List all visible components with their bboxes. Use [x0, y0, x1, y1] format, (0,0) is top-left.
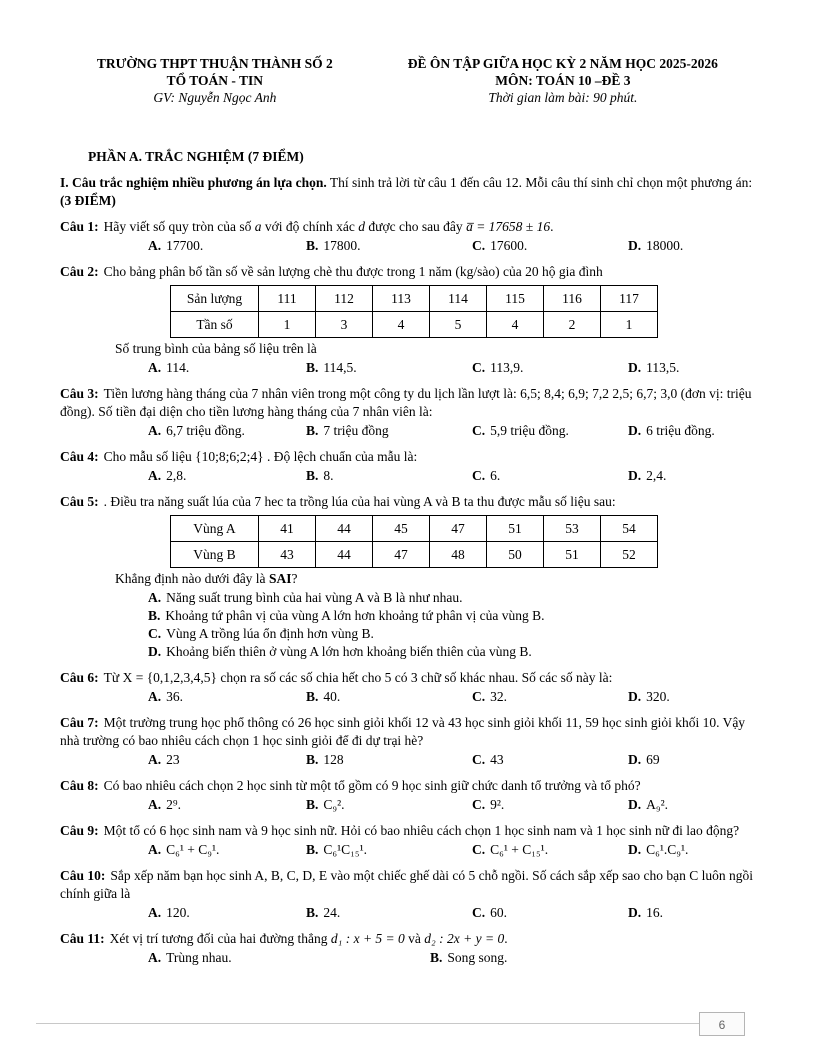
option-label: D. — [628, 842, 642, 857]
table-row — [171, 516, 658, 542]
option-text: 24. — [323, 905, 341, 920]
option-D — [60, 643, 756, 661]
text-segment: Cho bảng phân bố tần số về sản lượng chè thu được trong 1 năm (kg/sào) của 20 hộ gia đình — [103, 264, 603, 279]
option-text: 40. — [323, 689, 341, 704]
option-A — [148, 237, 306, 255]
option-C — [472, 904, 628, 922]
text-segment: được cho sau đây — [365, 219, 467, 234]
value-cell: 117 — [601, 286, 658, 312]
option-A — [148, 422, 306, 440]
value-cell: 2 — [544, 312, 601, 338]
option-A — [148, 751, 306, 769]
option-label: C. — [472, 468, 486, 483]
value-cell: 48 — [430, 542, 487, 568]
value-cell: 116 — [544, 286, 601, 312]
option-label: D. — [148, 644, 162, 659]
text-segment: ? — [291, 571, 298, 586]
value-cell: 115 — [487, 286, 544, 312]
exam-duration: Thời gian làm bài: 90 phút. — [488, 90, 638, 105]
mcq-instructions-body: Thí sinh trả lời từ câu 1 đến câu 12. Mỗi câu thí sinh chỉ chọn một phương án: — [326, 175, 753, 190]
option-label: D. — [628, 689, 642, 704]
data-table — [170, 515, 658, 568]
option-text: 17700. — [166, 238, 204, 253]
option-label: B. — [306, 468, 319, 483]
option-text: 9². — [490, 797, 505, 812]
value-cell: 52 — [601, 542, 658, 568]
value-cell: 47 — [430, 516, 487, 542]
value-cell: 114 — [430, 286, 487, 312]
text-segment: Có bao nhiêu cách chọn 2 học sinh từ một tổ gồm có 9 học sinh giữ chức danh tổ trưởng và tổ phó? — [103, 778, 641, 793]
mcq-instructions-points: (3 ĐIỂM) — [60, 193, 116, 208]
options — [60, 237, 756, 255]
option-text: 17800. — [323, 238, 361, 253]
text-segment: . Điều tra năng suất lúa của 7 hec ta trồng lúa của hai vùng A và B ta thu được mẫu số liệu sau: — [103, 494, 616, 509]
text-segment: Cho mẫu số liệu {10;8;6;2;4} . Độ lệch chuẩn của mẫu là: — [103, 449, 418, 464]
option-B — [306, 796, 472, 814]
option-label: A. — [148, 797, 162, 812]
option-label: C. — [472, 797, 486, 812]
option-B — [306, 688, 472, 706]
option-label: B. — [306, 689, 319, 704]
text-segment: Từ X = {0,1,2,3,4,5} chọn ra số các số chia hết cho 5 có 3 chữ số khác nhau. Số các số này là: — [103, 670, 613, 685]
option-C — [60, 625, 756, 643]
option-text: C₉². — [323, 797, 345, 812]
value-cell: 111 — [259, 286, 316, 312]
option-B — [306, 467, 472, 485]
option-text: 128 — [323, 752, 344, 767]
question-subtext — [60, 570, 756, 588]
text-segment: Một tổ có 6 học sinh nam và 9 học sinh nữ. Hỏi có bao nhiêu cách chọn 1 học sinh nam và 1 học sinh nữ đi lao động? — [103, 823, 740, 838]
part-a-title: PHẦN A. TRẮC NGHIỆM (7 ĐIỂM) — [88, 149, 304, 164]
option-text: 120. — [166, 905, 190, 920]
question-number: Câu 7: — [60, 715, 99, 730]
option-label: B. — [148, 608, 161, 623]
options — [60, 467, 756, 485]
option-B — [60, 607, 756, 625]
table-row — [171, 286, 658, 312]
option-label: A. — [148, 360, 162, 375]
value-cell: 53 — [544, 516, 601, 542]
option-B — [430, 949, 756, 967]
row-header-cell: Vùng B — [171, 542, 259, 568]
option-B — [306, 237, 472, 255]
option-label: D. — [628, 752, 642, 767]
department-name: TỔ TOÁN - TIN — [166, 73, 264, 88]
option-label: A. — [148, 752, 162, 767]
option-D — [628, 688, 756, 706]
text-segment: và — [404, 931, 425, 946]
row-header-cell: Vùng A — [171, 516, 259, 542]
option-label: D. — [628, 905, 642, 920]
option-label: B. — [306, 238, 319, 253]
option-label: B. — [306, 423, 319, 438]
question-3 — [60, 385, 756, 440]
option-text: 113,5. — [646, 360, 680, 375]
question-4 — [60, 448, 756, 485]
school-name: TRƯỜNG THPT THUẬN THÀNH SỐ 2 — [96, 56, 333, 71]
option-B — [306, 422, 472, 440]
mcq-instructions-heading: I. Câu trắc nghiệm nhiều phương án lựa chọn. — [60, 175, 327, 190]
value-cell: 44 — [316, 542, 373, 568]
option-D — [628, 467, 756, 485]
option-text: 114. — [166, 360, 190, 375]
option-text: 6,7 triệu đồng. — [166, 423, 245, 438]
text-segment: Sắp xếp năm bạn học sinh A, B, C, D, E vào một chiếc ghế dài có 5 chỗ ngồi. Số cách sắp xếp sao cho bạn C luôn ngồi chính giữa là — [60, 868, 754, 901]
option-text: 69 — [646, 752, 660, 767]
value-cell: 51 — [544, 542, 601, 568]
option-label: A. — [148, 423, 162, 438]
value-cell: 51 — [487, 516, 544, 542]
option-label: D. — [628, 238, 642, 253]
text-segment: với độ chính xác — [261, 219, 359, 234]
option-text: 320. — [646, 689, 670, 704]
value-cell: 4 — [373, 312, 430, 338]
option-text: 6. — [490, 468, 501, 483]
option-D — [628, 841, 756, 859]
text-segment: Một trường trung học phổ thông có 26 học sinh giỏi khối 12 và 43 học sinh giỏi khối 11, 59 học sinh giỏi khối 10. Vậy nhà trường có bao nhiêu cách chọn 1 học sinh giỏi để đi dự trại hè? — [60, 715, 746, 748]
option-label: A. — [148, 905, 162, 920]
text-segment: Hãy viết số quy tròn của số — [103, 219, 255, 234]
option-C — [472, 841, 628, 859]
option-label: A. — [148, 842, 162, 857]
option-text: 18000. — [646, 238, 684, 253]
option-label: D. — [628, 797, 642, 812]
text-segment: Tiền lương hàng tháng của 7 nhân viên trong một công ty du lịch lần lượt là: 6,5; 8,4; 6,9; 7,2 2,5; 6,7; 3,0 (đơn vị: triệu đồng). Số tiền đại diện cho tiền lương hàng tháng của 7 nhân viên là: — [60, 386, 752, 419]
table-row — [171, 542, 658, 568]
question-9 — [60, 822, 756, 859]
question-number: Câu 1: — [60, 219, 99, 234]
question-7 — [60, 714, 756, 769]
option-text: Vùng A trồng lúa ổn định hơn vùng B. — [166, 626, 374, 641]
question-text — [60, 822, 756, 840]
option-A — [148, 796, 306, 814]
option-text: C₆¹.C₉¹. — [646, 842, 689, 857]
option-label: B. — [306, 905, 319, 920]
option-label: B. — [306, 842, 319, 857]
option-label: D. — [628, 468, 642, 483]
value-cell: 45 — [373, 516, 430, 542]
row-header-cell: Sản lượng — [171, 286, 259, 312]
data-table — [170, 285, 658, 338]
question-text — [60, 930, 756, 948]
option-C — [472, 688, 628, 706]
question-text — [60, 218, 756, 236]
option-text: 36. — [166, 689, 183, 704]
text-segment: SAI — [268, 571, 292, 586]
value-cell: 1 — [259, 312, 316, 338]
option-B — [306, 904, 472, 922]
question-number: Câu 8: — [60, 778, 99, 793]
row-header-cell: Tần số — [171, 312, 259, 338]
option-A — [148, 359, 306, 377]
option-text: 2⁹. — [166, 797, 181, 812]
option-text: C₆¹ + C₁₅¹. — [490, 842, 549, 857]
option-text: 113,9. — [490, 360, 524, 375]
teacher-name: GV: Nguyễn Ngọc Anh — [153, 90, 277, 105]
options — [60, 949, 756, 967]
option-text: Khoảng biến thiên ở vùng A lớn hơn khoảng biến thiên của vùng B. — [166, 644, 532, 659]
option-B — [306, 751, 472, 769]
option-D — [628, 237, 756, 255]
option-label: A. — [148, 590, 162, 605]
text-segment: d₁ : x + 5 = 0 — [330, 931, 405, 946]
option-D — [628, 422, 756, 440]
option-C — [472, 422, 628, 440]
option-label: D. — [628, 423, 642, 438]
value-cell: 47 — [373, 542, 430, 568]
option-label: C. — [472, 238, 486, 253]
option-C — [472, 751, 628, 769]
options — [60, 751, 756, 769]
option-text: 6 triệu đồng. — [646, 423, 715, 438]
option-text: 23 — [166, 752, 180, 767]
option-text: 7 triệu đồng — [323, 423, 389, 438]
option-label: B. — [306, 752, 319, 767]
option-label: C. — [472, 752, 486, 767]
value-cell: 4 — [487, 312, 544, 338]
question-11 — [60, 930, 756, 967]
option-text: 8. — [323, 468, 334, 483]
question-text — [60, 385, 756, 421]
options — [60, 841, 756, 859]
options — [60, 904, 756, 922]
option-A — [148, 688, 306, 706]
option-C — [472, 467, 628, 485]
value-cell: 113 — [373, 286, 430, 312]
header-right — [370, 55, 756, 106]
value-cell: 41 — [259, 516, 316, 542]
value-cell: 1 — [601, 312, 658, 338]
text-segment: a — [254, 219, 262, 234]
option-label: A. — [148, 238, 162, 253]
question-list — [60, 218, 756, 967]
option-text: 43 — [490, 752, 504, 767]
option-D — [628, 904, 756, 922]
option-text: Song song. — [447, 950, 508, 965]
question-number: Câu 3: — [60, 386, 99, 401]
option-A — [60, 589, 756, 607]
question-number: Câu 4: — [60, 449, 99, 464]
option-A — [148, 949, 430, 967]
option-B — [306, 841, 472, 859]
option-label: C. — [148, 626, 162, 641]
value-cell: 5 — [430, 312, 487, 338]
option-B — [306, 359, 472, 377]
option-D — [628, 751, 756, 769]
option-label: C. — [472, 842, 486, 857]
option-label: A. — [148, 950, 162, 965]
question-text — [60, 263, 756, 281]
option-label: B. — [306, 360, 319, 375]
option-text: 16. — [646, 905, 663, 920]
question-6 — [60, 669, 756, 706]
question-text — [60, 493, 756, 511]
option-A — [148, 467, 306, 485]
option-D — [628, 359, 756, 377]
value-cell: 3 — [316, 312, 373, 338]
option-label: C. — [472, 689, 486, 704]
option-label: B. — [430, 950, 443, 965]
question-number: Câu 5: — [60, 494, 99, 509]
value-cell: 50 — [487, 542, 544, 568]
option-C — [472, 359, 628, 377]
option-label: C. — [472, 360, 486, 375]
option-label: A. — [148, 468, 162, 483]
option-text: 32. — [490, 689, 507, 704]
header-left — [60, 55, 370, 106]
text-segment: d — [358, 219, 365, 234]
question-10 — [60, 867, 756, 922]
option-label: A. — [148, 689, 162, 704]
table-row — [171, 312, 658, 338]
question-text — [60, 714, 756, 750]
option-text: 2,4. — [646, 468, 667, 483]
question-number: Câu 9: — [60, 823, 99, 838]
option-text: 2,8. — [166, 468, 187, 483]
mcq-instructions — [60, 174, 756, 210]
value-cell: 44 — [316, 516, 373, 542]
question-number: Câu 11: — [60, 931, 105, 946]
question-text — [60, 448, 756, 466]
text-segment: a̅ = 17658 ± 16 — [466, 219, 551, 234]
option-text: C₆¹ + C₉¹. — [166, 842, 220, 857]
option-C — [472, 796, 628, 814]
option-text: C₆¹C₁₅¹. — [323, 842, 367, 857]
question-1 — [60, 218, 756, 255]
option-A — [148, 841, 306, 859]
option-text: Năng suất trung bình của hai vùng A và B là như nhau. — [166, 590, 463, 605]
options — [60, 359, 756, 377]
option-A — [148, 904, 306, 922]
text-segment: Xét vị trí tương đối của hai đường thẳng — [109, 931, 331, 946]
page-number: 6 — [699, 1012, 745, 1036]
option-text: A₉². — [646, 797, 669, 812]
options — [60, 589, 756, 661]
question-8 — [60, 777, 756, 814]
footer-divider — [36, 1023, 745, 1024]
option-text: 60. — [490, 905, 507, 920]
text-segment: Số trung bình của bảng số liệu trên là — [115, 341, 317, 356]
value-cell: 43 — [259, 542, 316, 568]
question-subtext — [60, 340, 756, 358]
option-D — [628, 796, 756, 814]
option-text: Trùng nhau. — [166, 950, 232, 965]
text-segment: Khẳng định nào dưới đây là — [115, 571, 269, 586]
question-number: Câu 2: — [60, 264, 99, 279]
text-segment: . — [504, 931, 508, 946]
option-C — [472, 237, 628, 255]
exam-subject: MÔN: TOÁN 10 –ĐỀ 3 — [495, 73, 631, 88]
option-label: C. — [472, 423, 486, 438]
option-label: B. — [306, 797, 319, 812]
value-cell: 54 — [601, 516, 658, 542]
header — [60, 55, 756, 106]
value-cell: 112 — [316, 286, 373, 312]
option-text: 17600. — [490, 238, 528, 253]
question-2 — [60, 263, 756, 377]
options — [60, 688, 756, 706]
option-text: 114,5. — [323, 360, 357, 375]
question-5 — [60, 493, 756, 661]
text-segment: . — [550, 219, 554, 234]
option-label: D. — [628, 360, 642, 375]
question-text — [60, 669, 756, 687]
option-label: C. — [472, 905, 486, 920]
text-segment: d₂ : 2x + y = 0 — [424, 931, 505, 946]
option-text: Khoảng tứ phân vị của vùng A lớn hơn khoảng tứ phân vị của vùng B. — [165, 608, 545, 623]
option-text: 5,9 triệu đồng. — [490, 423, 569, 438]
question-text — [60, 867, 756, 903]
question-number: Câu 6: — [60, 670, 99, 685]
options — [60, 422, 756, 440]
question-number: Câu 10: — [60, 868, 106, 883]
exam-title: ĐỀ ÔN TẬP GIỮA HỌC KỲ 2 NĂM HỌC 2025-2026 — [407, 56, 718, 71]
question-text — [60, 777, 756, 795]
options — [60, 796, 756, 814]
